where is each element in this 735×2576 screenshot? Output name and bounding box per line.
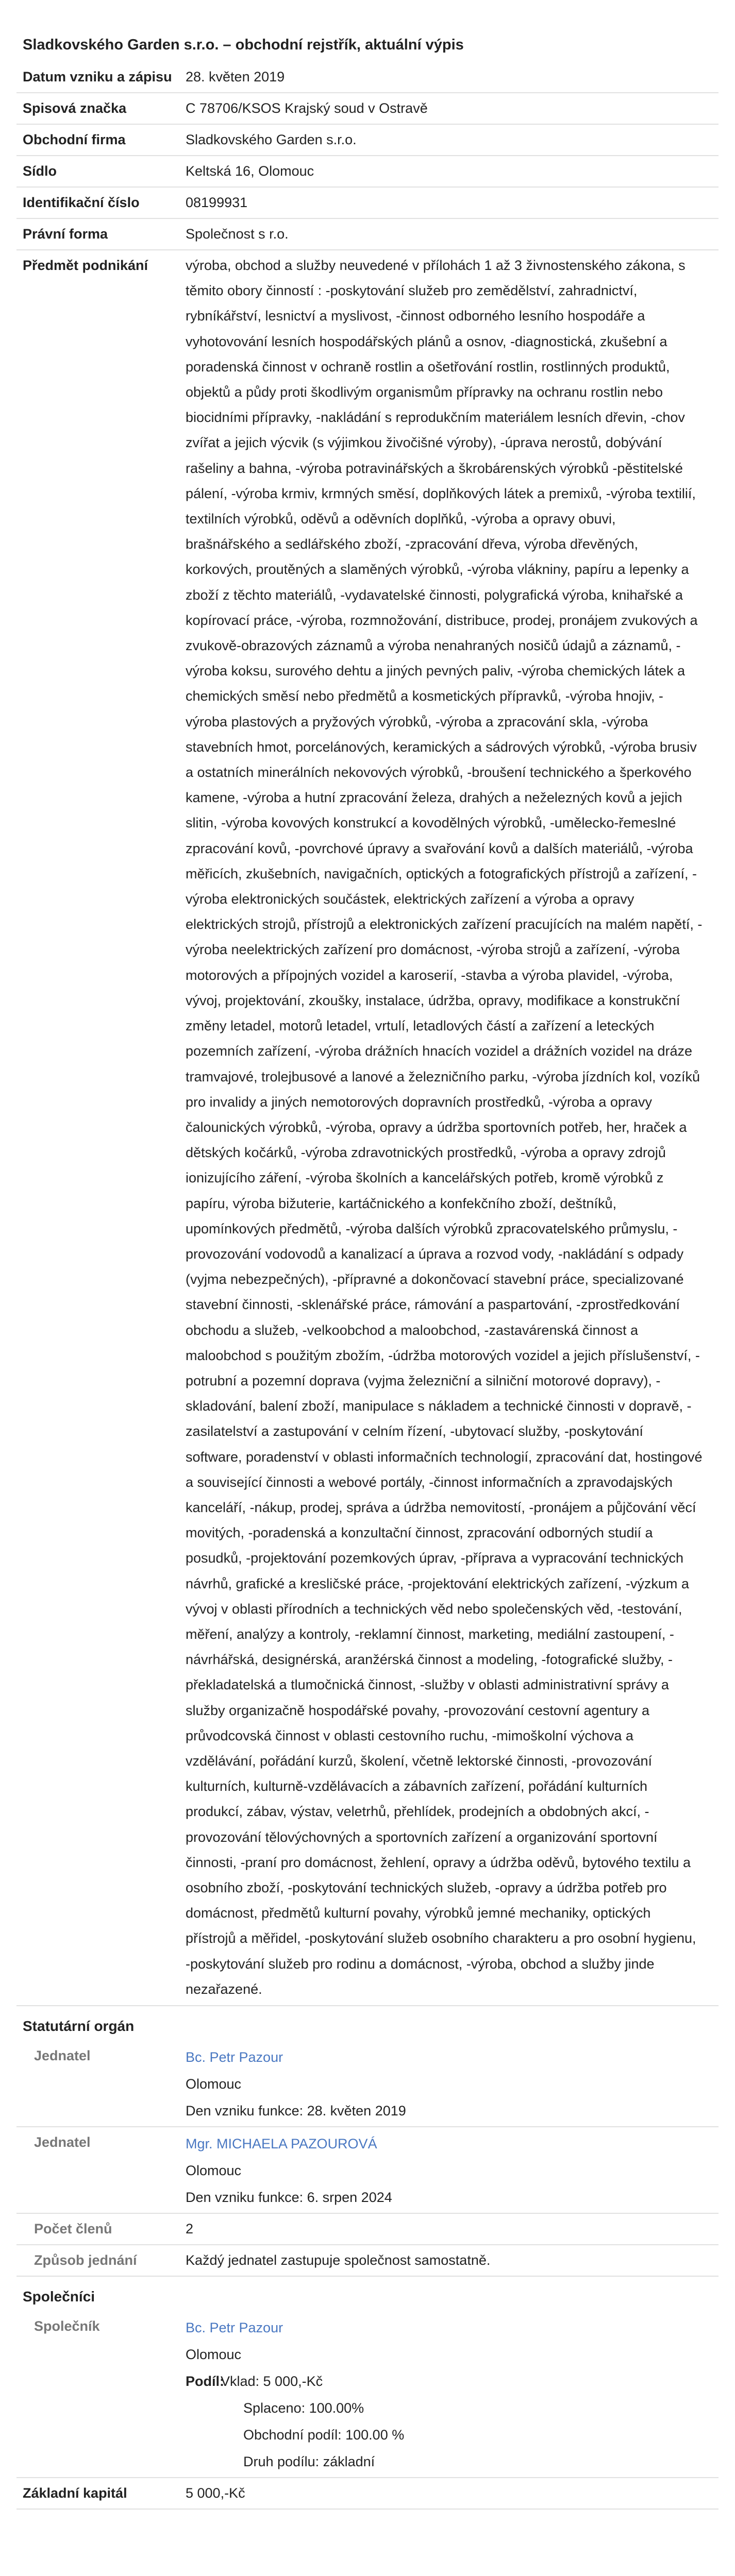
value-zakladni-kapital: 5 000,-Kč (186, 2485, 245, 2501)
value-obchodni-firma: Sladkovského Garden s.r.o. (186, 132, 357, 147)
label-pocet-clenu: Počet členů (34, 2221, 112, 2237)
label-predmet-podnikani: Předmět podnikání (23, 258, 148, 273)
jednatel-2-details (179, 2127, 719, 2213)
row-obchodni-firma (16, 125, 719, 156)
podil-label: Podíl: (186, 2374, 224, 2389)
value-predmet-podnikani: výroba, obchod a služby neuvedené v přílohách 1 až 3 živnostenského zákona, s těmito obory činností : -poskytování služeb pro zemědělství, zahradnictví, rybníkářství, lesnictví a myslivost, -činnost odborného lesního hospodáře a vyhotovování lesních hospodářských plánů a osnov, -diagnostická, zkušební a poradenská činnost v ochraně rostlin a ošetřování rostlin, rostlinných produktů, objektů a půdy proti škodlivým organismům přípravky na ochranu rostlin nebo biocidními přípravky, -nakládání s reprodukčním materiálem lesních dřevin, -chov zvířat a jejich výcvik (s výjimkou živočišné výroby), -úprava nerostů, dobývání rašeliny a bahna, -výroba potravinářských a škrobárenských výrobků -pěstitelské pálení, -výroba krmiv, krmných směsí, doplňkových látek a premixů, -výroba textilií, textilních výrobků, oděvů a oděvních doplňků, -výroba a opravy obuvi, brašnářského a sedlářského zboží, -zpracování dřeva, výroba dřevěných, korkových, proutěných a slaměných výrobků, -výroba vlákniny, papíru a lepenky a zboží z těchto materiálů, -vydavatelské činnosti, polygrafická výroba, knihařské a kopírovací práce, -výroba, rozmnožování, distribuce, prodej, pronájem zvukových a zvukově-obrazových záznamů a výroba nenahraných nosičů údajů a záznamů, -výroba koksu, surového dehtu a jiných pevných paliv, -výroba chemických látek a chemických směsí nebo předmětů a kosmetických přípravků, -výroba hnojiv, -výroba plastových a pryžových výrobků, -výroba a zpracování skla, -výroba stavebních hmot, porcelánových, keramických a sádrových výrobků, -výroba brusiv a ostatních minerálních nekovových výrobků, -broušení technického a šperkového kamene, -výroba a hutní zpracování železa, drahých a neželezných kovů a jejich slitin, -výroba kovových konstrukcí a kovodělných výrobků, -uměleckо-řemeslné zpracování kovů, -povrchové úpravy a svařování kovů a dalších materiálů, -výroba měřicích, zkušebních, navigačních, optických a fotografických přístrojů a zařízení, -výroba elektronických součástek, elektrických zařízení a výroba a opravy elektrických strojů, přístrojů a elektronických zařízení pracujících na malém napětí, -výroba neelektrických zařízení pro domácnost, -výroba strojů a zařízení, -výroba motorových a přípojných vozidel a karoserií, -stavba a výroba plavidel, -výroba, vývoj, projektování, zkoušky, instalace, údržba, opravy, modifikace a konstrukční změny letadel, motorů letadel, vrtulí, letadlových částí a zařízení a leteckých pozemních zařízení, -výroba drážních hnacích vozidel a drážních vozidel na dráze tramvajové, trolejbusové a lanové a železničního parku, -výroba jízdních kol, vozíků pro invalidy a jiných nemotorových dopravních prostředků, -výroba a opravy čalounických výrobků, -výroba, opravy a údržba sportovních potřeb, her, hraček a dětských kočárků, -výroba zdravotnických prostředků, -výroba a opravy zdrojů ionizujícího záření, -výroba školních a kancelářských potřeb, kromě výrobků z papíru, výroba bižuterie, kartáčnického a konfekčního zboží, deštníků, upomínkových předmětů, -výroba dalších výrobků zpracovatelského průmyslu, -provozování vodovodů a kanalizací a úprava a rozvod vody, -nakládání s odpady (vyjma nebezpečných), -přípravné a dokončovací stavební práce, specializované stavební činnosti, -sklenářské práce, rámování a paspartování, -zprostředkování obchodu a služeb, -velkoobchod a maloobchod, -zastavárenská činnost a maloobchod s použitým zbožím, -údržba motorových vozidel a jejich příslušenství, -potrubní a pozemní doprava (vyjma železniční a silniční motorové dopravy), -skladování, balení zboží, manipulace s nákladem a technické činnosti v dopravě, -zasilatelství a zastupování v celním řízení, -ubytovací služby, -poskytování software, poradenství v oblasti informačních technologií, zpracování dat, hostingové a související činnosti a webové portály, -činnost informačních a zpravodajských kanceláří, -nákup, prodej, správa a údržba nemovitostí, -pronájem a půjčování věcí movitých, -poradenská a konzultační činnost, zpracování odborných studií a posudků, -projektování pozemkových úprav, -příprava a vypracování technických návrhů, grafické a kresličské práce, -projektování elektrických zařízení, -výzkum a vývoj v oblasti přírodních a technických věd nebo společenských věd, -testování, měření, analýzy a kontroly, -reklamní činnost, marketing, mediální zastoupení, -návrhářská, designérská, aranžérská činnost a modeling, -fotografické služby, -překladatelská a tlumočnická činnost, -služby v oblasti administrativní správy a služby organizačně hospodářské povahy, -provozování cestovní agentury a průvodcovská činnost v oblasti cestovního ruchu, -mimoškolní výchova a vzdělávání, pořádání kurzů, školení, včetně lektorské činnosti, -provozování kulturních, kulturně-vzdělávacích a zábavních zařízení, pořádání kulturních produkcí, zábav, výstav, veletrhů, přehlídek, prodejních a obdobných akcí, -provozování tělovýchovných a sportovních zařízení a organizování sportovní činnosti, -praní pro domácnost, žehlení, opravy a údržba oděvů, bytového textilu a osobního zboží, -poskytování technických služeb, -opravy a údržba potřeb pro domácnost, předmětů kulturní povahy, výrobků jemné mechaniky, optických přístrojů a měřidel, -poskytování služeb osobního charakteru a pro osobní hygienu, -poskytování služeb pro rodinu a domácnost, -výroba, obchod a služby jinde nezařazené. (186, 258, 703, 1997)
section-spolecnici: Společníci (23, 2289, 95, 2305)
value-ico: 08199931 (186, 195, 248, 210)
jednatel-2-city: Olomouc (186, 2163, 242, 2179)
label-jednatel-2: Jednatel (34, 2134, 91, 2150)
row-pocet-clenu (16, 2214, 719, 2245)
row-ico (16, 188, 719, 219)
value-sidlo: Keltská 16, Olomouc (186, 163, 314, 179)
label-spisova-znacka: Spisová značka (23, 100, 127, 116)
row-predmet-podnikani (16, 250, 719, 2006)
jednatel-1-name-link[interactable]: Bc. Petr Pazour (186, 2049, 283, 2065)
label-ico: Identifikační číslo (23, 195, 140, 210)
value-pravni-forma: Společnost s r.o. (186, 226, 289, 242)
page-title: Sladkovského Garden s.r.o. – obchodní rejstřík, aktuální výpis (23, 37, 464, 53)
spolecnik-city: Olomouc (186, 2347, 242, 2363)
row-sidlo (16, 156, 719, 188)
label-jednatel-1: Jednatel (34, 2048, 91, 2064)
row-spisova-znacka (16, 93, 719, 125)
label-datum-vzniku: Datum vzniku a zápisu (23, 69, 172, 84)
value-pocet-clenu: 2 (186, 2221, 194, 2237)
section-statutarni-organ: Statutární orgán (23, 2018, 135, 2035)
value-datum-vzniku: 28. květen 2019 (186, 69, 285, 84)
podil-items (221, 2368, 404, 2475)
label-sidlo: Sídlo (23, 163, 57, 179)
jednatel-row-2 (16, 2127, 719, 2214)
value-spisova-znacka: C 78706/KSOS Krajský soud v Ostravě (186, 100, 428, 116)
jednatel-1-city: Olomouc (186, 2076, 242, 2092)
row-datum-vzniku (16, 62, 719, 93)
value-zpusob-jednani: Každý jednatel zastupuje společnost samostatně. (186, 2252, 491, 2268)
spolecnik-name-link[interactable]: Bc. Petr Pazour (186, 2320, 283, 2336)
label-obchodni-firma: Obchodní firma (23, 132, 126, 147)
podil-obchodni: Obchodní podíl: 100.00 % (243, 2427, 405, 2443)
row-zpusob-jednani (16, 2245, 719, 2277)
podil-vklad: Vklad: 5 000,-Kč (221, 2374, 323, 2389)
company-extract (16, 32, 719, 2510)
label-spolecnik: Společník (34, 2318, 100, 2334)
row-pravni-forma (16, 219, 719, 250)
podil-druh: Druh podílu: základní (243, 2454, 375, 2470)
podil-splaceno: Splaceno: 100.00% (243, 2400, 364, 2416)
row-zakladni-kapital (16, 2478, 719, 2510)
jednatel-1-details (179, 2041, 719, 2126)
jednatel-2-since: Den vzniku funkce: 6. srpen 2024 (186, 2190, 392, 2206)
spolecnik-details (179, 2311, 719, 2477)
spolecnik-podil (186, 2368, 712, 2475)
jednatel-row-1 (16, 2041, 719, 2127)
label-zakladni-kapital: Základní kapitál (23, 2485, 127, 2501)
label-zpusob-jednani: Způsob jednání (34, 2252, 137, 2268)
jednatel-2-name-link[interactable]: Mgr. MICHAELA PAZOUROVÁ (186, 2136, 377, 2152)
jednatel-1-since: Den vzniku funkce: 28. květen 2019 (186, 2103, 406, 2119)
spolecnik-row (16, 2311, 719, 2478)
label-pravni-forma: Právní forma (23, 226, 108, 242)
